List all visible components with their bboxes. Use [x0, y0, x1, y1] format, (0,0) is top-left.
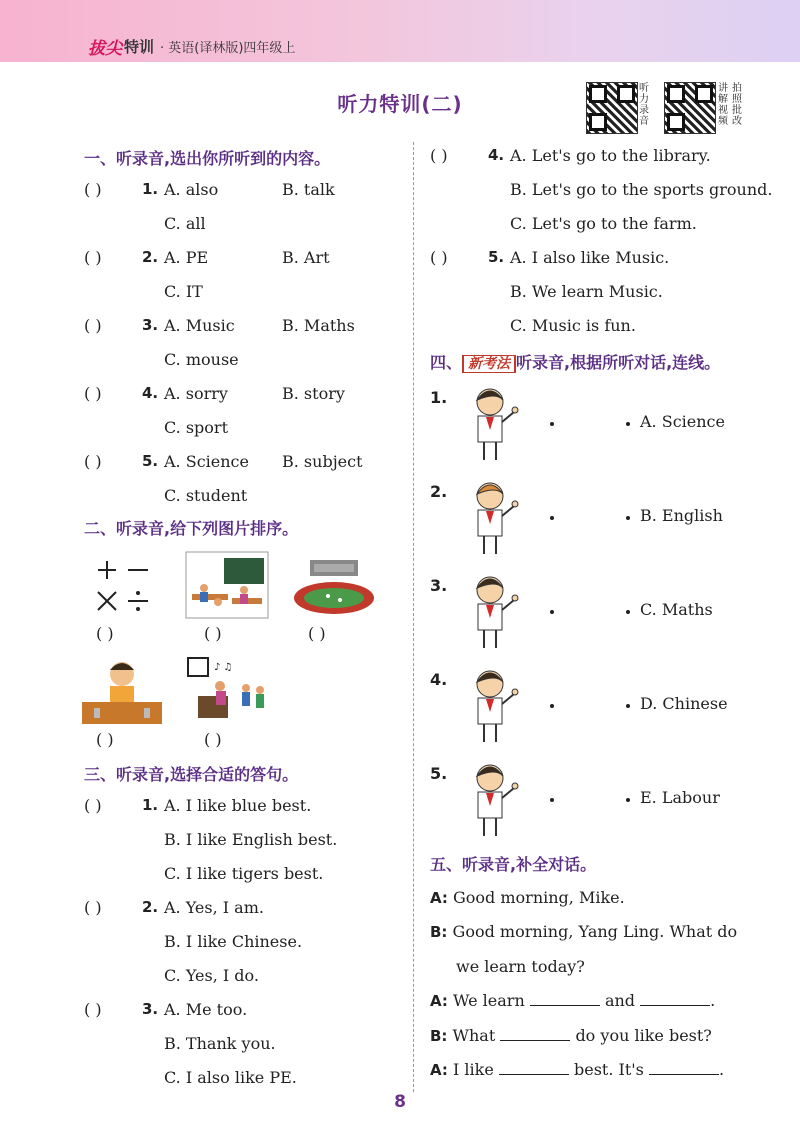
blank-3[interactable]: [500, 1026, 570, 1041]
qr-label-photo: 拍 照 批 改: [732, 83, 742, 127]
section4-title: 听录音,根据所听对话,连线。: [516, 353, 721, 372]
order-bracket-2[interactable]: ( ): [204, 624, 222, 643]
option-b[interactable]: B. story: [282, 384, 345, 403]
option-b[interactable]: B. Let's go to the sports ground.: [510, 180, 773, 199]
question-number: 5.: [142, 452, 159, 470]
student-figure: [462, 384, 522, 462]
option-a[interactable]: A. I like blue best.: [164, 796, 312, 815]
qr-code-video[interactable]: [664, 82, 716, 134]
match-number: 5.: [430, 764, 448, 783]
match-dot-right[interactable]: [626, 516, 630, 520]
option-b[interactable]: B. We learn Music.: [510, 282, 663, 301]
page-number: 8: [394, 1092, 406, 1112]
option-c[interactable]: C. student: [164, 486, 248, 505]
blank-4[interactable]: [499, 1060, 569, 1075]
answer-paren[interactable]: ( ): [84, 248, 102, 267]
dialog-line-1: A: Good morning, Mike.: [430, 888, 625, 907]
section2-heading: 二、听录音,给下列图片排序。: [84, 519, 299, 538]
question-number: 1.: [142, 796, 159, 814]
science-lab-picture: [82, 656, 162, 726]
book-subject: · 英语(译林版)四年级上: [160, 41, 296, 56]
option-b[interactable]: B. talk: [282, 180, 335, 199]
student-figure: [462, 760, 522, 838]
option-c[interactable]: C. I like tigers best.: [164, 864, 324, 883]
math-symbols-picture: [92, 556, 156, 616]
order-bracket-4[interactable]: ( ): [96, 730, 114, 749]
page-title: 听力特训(二): [337, 92, 463, 116]
option-b[interactable]: B. Maths: [282, 316, 355, 335]
option-b[interactable]: B. I like Chinese.: [164, 932, 303, 951]
section4-prefix: 四、: [430, 353, 463, 372]
student-figure: [462, 666, 522, 744]
section3-heading: 三、听录音,选择合适的答句。: [84, 765, 299, 784]
brand-name-part2: 特训: [124, 38, 155, 56]
answer-paren[interactable]: ( ): [84, 796, 102, 815]
dialog-line-4: A: We learn and .: [430, 991, 716, 1010]
music-class-picture: [184, 656, 272, 726]
match-number: 3.: [430, 576, 448, 595]
qr-label-listening: 听 力 录 音: [639, 83, 649, 127]
question-number: 1.: [142, 180, 159, 198]
subject-option: E. Labour: [640, 788, 720, 807]
question-number: 5.: [488, 248, 505, 266]
option-c[interactable]: C. Music is fun.: [510, 316, 636, 335]
subject-option: C. Maths: [640, 600, 713, 619]
qr-label-video: 讲 解 视 频: [718, 83, 728, 127]
svg-text:♪ ♫: ♪ ♫: [214, 662, 233, 673]
option-a[interactable]: A. Science: [164, 452, 249, 471]
option-c[interactable]: C. Yes, I do.: [164, 966, 259, 985]
order-bracket-5[interactable]: ( ): [204, 730, 222, 749]
question-number: 3.: [142, 316, 159, 334]
match-dot-left[interactable]: [550, 610, 554, 614]
match-number: 2.: [430, 482, 448, 501]
dialog-line-3: we learn today?: [456, 957, 585, 976]
option-a[interactable]: A. Me too.: [164, 1000, 248, 1019]
answer-paren[interactable]: ( ): [84, 1000, 102, 1019]
option-b[interactable]: B. I like English best.: [164, 830, 338, 849]
student-figure: [462, 572, 522, 650]
match-dot-left[interactable]: [550, 516, 554, 520]
answer-paren[interactable]: ( ): [84, 316, 102, 335]
option-b[interactable]: B. subject: [282, 452, 363, 471]
option-b[interactable]: B. Art: [282, 248, 330, 267]
option-a[interactable]: A. PE: [164, 248, 209, 267]
header-bar: [0, 0, 800, 62]
question-number: 2.: [142, 898, 159, 916]
match-dot-left[interactable]: [550, 704, 554, 708]
qr-code-listening[interactable]: [586, 82, 638, 134]
student-figure: [462, 478, 522, 556]
option-a[interactable]: A. sorry: [164, 384, 228, 403]
subject-option: D. Chinese: [640, 694, 728, 713]
dialog-line-5: B: What do you like best?: [430, 1026, 712, 1045]
option-a[interactable]: A. I also like Music.: [510, 248, 670, 267]
option-b[interactable]: B. Thank you.: [164, 1034, 276, 1053]
subject-option: A. Science: [640, 412, 725, 431]
blank-2[interactable]: [640, 991, 710, 1006]
dialog-line-2: B: Good morning, Yang Ling. What do: [430, 922, 738, 941]
option-a[interactable]: A. also: [164, 180, 219, 199]
option-c[interactable]: C. I also like PE.: [164, 1068, 297, 1087]
section4-heading: [430, 350, 720, 373]
match-dot-right[interactable]: [626, 704, 630, 708]
blank-1[interactable]: [530, 991, 600, 1006]
dialog-line-6: A: I like best. It's .: [430, 1060, 725, 1079]
option-a[interactable]: A. Music: [164, 316, 235, 335]
option-a[interactable]: A. Let's go to the library.: [510, 146, 711, 165]
answer-paren[interactable]: ( ): [430, 146, 448, 165]
match-number: 4.: [430, 670, 448, 689]
section1-heading: 一、听录音,选出你所听到的内容。: [84, 149, 331, 168]
question-number: 3.: [142, 1000, 159, 1018]
option-c[interactable]: C. Let's go to the farm.: [510, 214, 697, 233]
order-bracket-1[interactable]: ( ): [96, 624, 114, 643]
option-c[interactable]: C. all: [164, 214, 206, 233]
blank-5[interactable]: [649, 1060, 719, 1075]
match-dot-right[interactable]: [626, 798, 630, 802]
match-number: 1.: [430, 388, 448, 407]
match-dot-right[interactable]: [626, 610, 630, 614]
column-divider: [413, 142, 414, 1092]
order-bracket-3[interactable]: ( ): [308, 624, 326, 643]
classroom-picture: [184, 550, 270, 620]
sports-ground-picture: [292, 556, 376, 618]
question-number: 4.: [488, 146, 505, 164]
match-dot-left[interactable]: [550, 798, 554, 802]
match-dot-right[interactable]: [626, 422, 630, 426]
question-number: 4.: [142, 384, 159, 402]
section5-heading: 五、听录音,补全对话。: [430, 855, 597, 874]
subject-option: B. English: [640, 506, 723, 525]
answer-paren[interactable]: ( ): [84, 452, 102, 471]
answer-paren[interactable]: ( ): [84, 180, 102, 199]
question-number: 2.: [142, 248, 159, 266]
answer-paren[interactable]: ( ): [84, 384, 102, 403]
option-c[interactable]: C. sport: [164, 418, 229, 437]
answer-paren[interactable]: ( ): [84, 898, 102, 917]
option-c[interactable]: C. IT: [164, 282, 203, 301]
option-a[interactable]: A. Yes, I am.: [164, 898, 264, 917]
answer-paren[interactable]: ( ): [430, 248, 448, 267]
brand-name-part1: 拔尖: [88, 39, 122, 59]
match-dot-left[interactable]: [550, 422, 554, 426]
new-exam-tag: 新考法: [462, 355, 516, 373]
header-brand: [88, 34, 295, 59]
option-c[interactable]: C. mouse: [164, 350, 239, 369]
